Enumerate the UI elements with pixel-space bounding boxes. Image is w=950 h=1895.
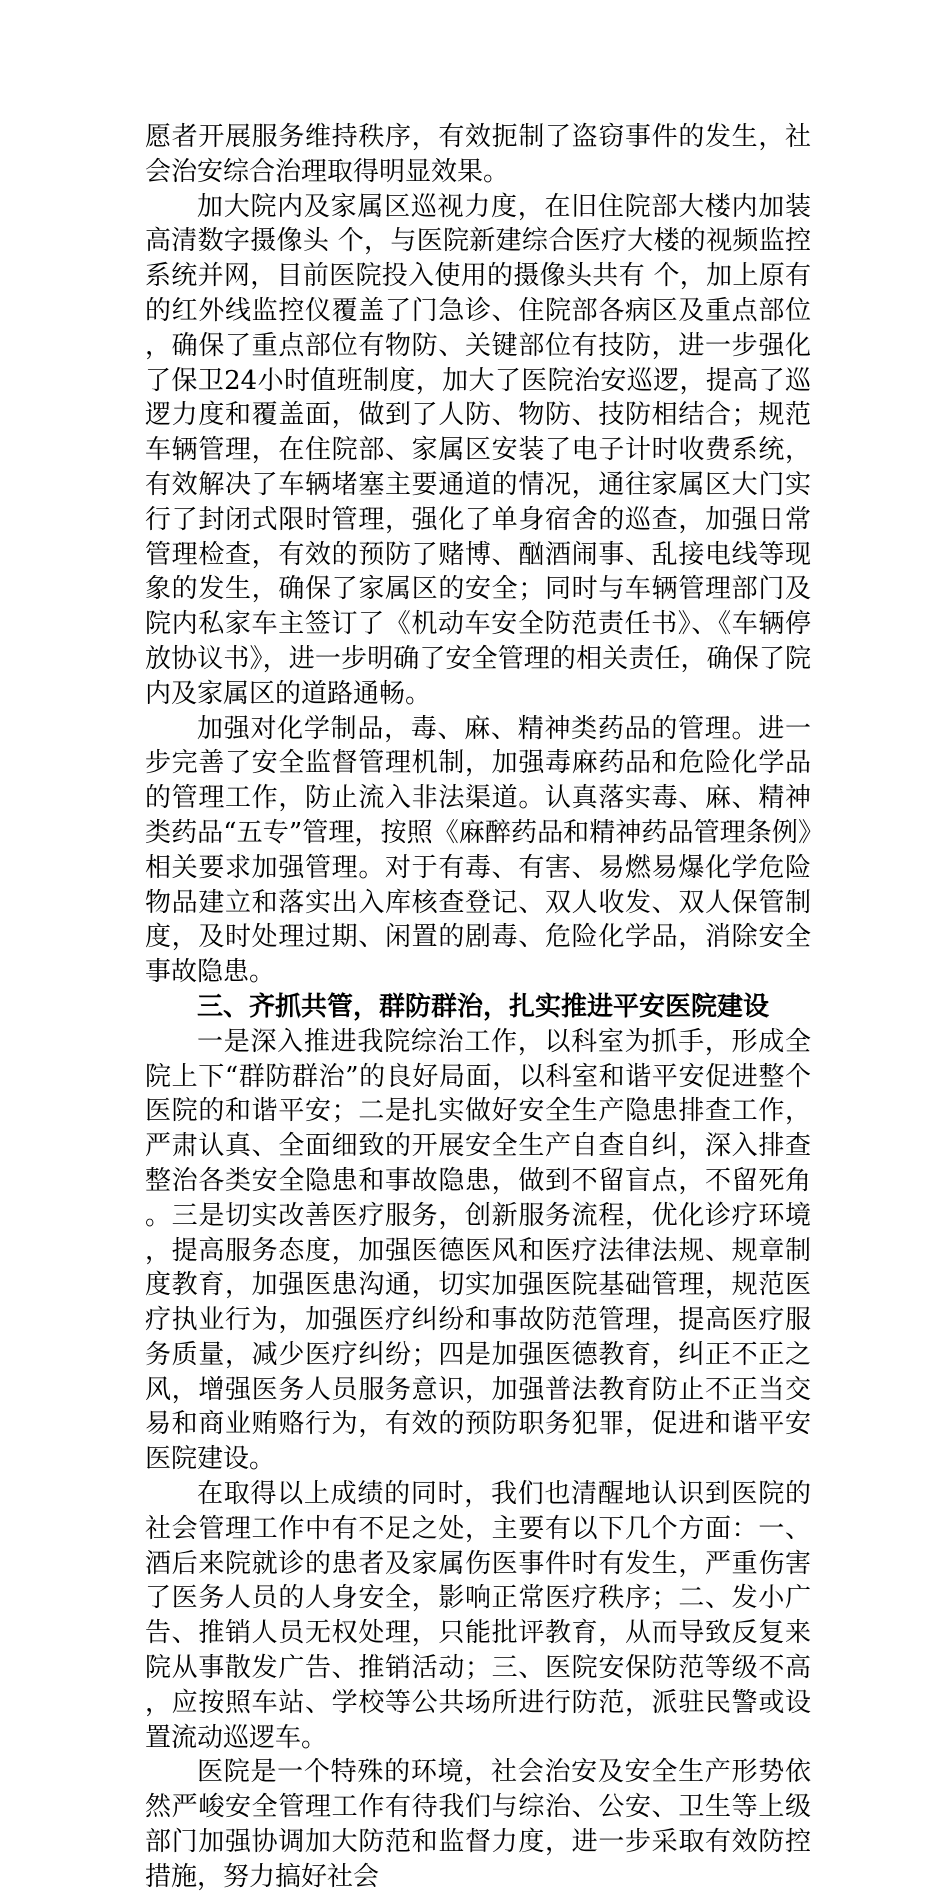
document-page (145, 120, 811, 1895)
body-paragraph: 在取得以上成绩的同时，我们也清醒地认识到医院的社会管理工作中有不足之处，主要有以下几个方面：一、酒后来院就诊的患者及家属伤医事件时有发生，严重伤害了医务人员的人身安全，影响正常医疗秩序；二、发小广告、推销人员无权处理，只能批评教育，从而导致反复来院从事散发广告、推销活动；三、医院安保防范等级不高，应按照车站、学校等公共场所进行防范，派驻民警或设置流动巡逻车。 (145, 1479, 811, 1753)
body-paragraph: 医院是一个特殊的环境，社会治安及安全生产形势依然严峻安全管理工作有待我们与综治、公安、卫生等上级部门加强协调加大防范和监督力度，进一步采取有效防控措施，努力搞好社会 (145, 1757, 811, 1892)
body-paragraph: 愿者开展服务维持秩序，有效扼制了盗窃事件的发生，社会治安综合治理取得明显效果。 (145, 122, 811, 187)
body-paragraph: 一是深入推进我院综治工作，以科室为抓手，形成全院上下“群防群治”的良好局面，以科室和谐平安促进整个医院的和谐平安；二是扎实做好安全生产隐患排查工作，严肃认真、全面细致的开展安全生产自查自纠，深入排查整治各类安全隐患和事故隐患，做到不留盲点，不留死角。三是切实改善医疗服务，创新服务流程，优化诊疗环境，提高服务态度，加强医德医风和医疗法律法规、规章制度教育，加强医患沟通，切实加强医院基础管理，规范医疗执业行为，加强医疗纠纷和事故防范管理，提高医疗服务质量，减少医疗纠纷；四是加强医德教育，纠正不正之风，增强医务人员服务意识，加强普法教育防止不正当交易和商业贿赂行为，有效的预防职务犯罪，促进和谐平安医院建设。 (145, 1026, 811, 1475)
body-paragraph: 加强对化学制品，毒、麻、精神类药品的管理。进一步完善了安全监督管理机制，加强毒麻药品和危险化学品的管理工作，防止流入非法渠道。认真落实毒、麻、精神类药品“五专”管理，按照《麻醉药品和精神药品管理条例》相关要求加强管理。对于有毒、有害、易燃易爆化学危险物品建立和落实出入库核查登记、双人收发、双人保管制度，及时处理过期、闲置的剧毒、危险化学品，消除安全事故隐患。 (145, 713, 811, 988)
section-heading: 三、齐抓共管，群防群治，扎实推进平安医院建设 (197, 991, 770, 1022)
body-paragraph: 加大院内及家属区巡视力度，在旧住院部大楼内加装高清数字摄像头 个，与医院新建综合医疗大楼的视频监控系统并网，目前医院投入使用的摄像头共有 个，加上原有的红外线监控仪覆盖了门急诊、住院部各病区及重点部位，确保了重点部位有物防、关键部位有技防，进一步强化了保卫24小时值班制度，加大了医院治安巡逻，提高了巡逻力度和覆盖面，做到了人防、物防、技防相结合；规范车辆管理，在住院部、家属区安装了电子计时收费系统，有效解决了车辆堵塞主要通道的情况，通往家属区大门实行了封闭式限时管理，强化了单身宿舍的巡查，加强日常管理检查，有效的预防了赌博、酗酒闹事、乱接电线等现象的发生，确保了家属区的安全；同时与车辆管理部门及院内私家车主签订了《机动车安全防范责任书》、《车辆停放协议书》，进一步明确了安全管理的相关责任，确保了院内及家属区的道路通畅。 (145, 191, 811, 709)
